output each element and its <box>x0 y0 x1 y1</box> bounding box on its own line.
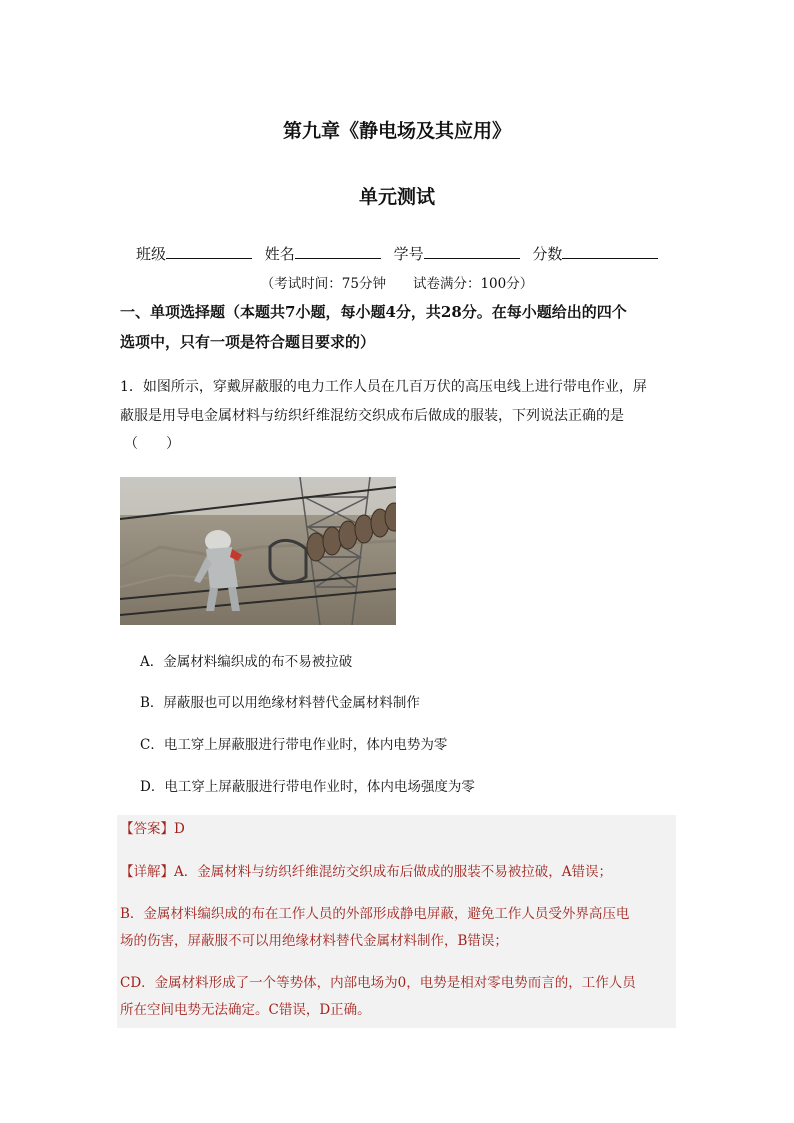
score-blank[interactable] <box>562 244 658 259</box>
option-c: C．电工穿上屏蔽服进行带电作业时，体内电势为零 <box>140 737 448 753</box>
name-label: 姓名 <box>264 245 295 263</box>
section-heading-line2: 选项中，只有一项是符合题目要求的） <box>120 333 376 351</box>
answer-value: D <box>174 821 185 837</box>
option-d: D．电工穿上屏蔽服进行带电作业时，体内电场强度为零 <box>140 779 475 795</box>
student-info-row <box>136 243 666 264</box>
option-a: A．金属材料编织成的布不易被拉破 <box>140 654 353 670</box>
student-id-label: 学号 <box>393 245 424 263</box>
detail-label: 【详解】 <box>120 864 174 880</box>
question-1-line2: 蔽服是用导电金属材料与纺织纤维混纺交织成布后做成的服装，下列说法正确的是 <box>120 408 624 424</box>
detail-cd-line1: CD．金属材料形成了一个等势体，内部电场为0，电势是相对零电势而言的，工作人员 <box>120 975 636 991</box>
answer-label: 【答案】 <box>120 821 174 837</box>
answer-line <box>120 817 676 837</box>
detail-b-line1: B．金属材料编织成的布在工作人员的外部形成静电屏蔽，避免工作人员受外界高压电 <box>120 906 630 922</box>
detail-line-a <box>120 860 676 880</box>
section-heading-line1: 一、单项选择题（本题共7小题，每小题4分，共28分。在每小题给出的四个 <box>120 303 627 321</box>
question-1-answer-bracket: （ ） <box>124 436 180 452</box>
student-id-blank[interactable] <box>424 244 520 259</box>
class-label: 班级 <box>136 245 167 263</box>
option-b: B．屏蔽服也可以用绝缘材料替代金属材料制作 <box>140 695 420 711</box>
chapter-title: 第九章《静电场及其应用》 <box>282 120 511 142</box>
detail-a: A．金属材料与纺织纤维混纺交织成布后做成的服装不易被拉破，A错误； <box>174 864 612 880</box>
score-label: 分数 <box>532 245 563 263</box>
detail-cd-line2: 所在空间电势无法确定。C错误，D正确。 <box>120 1002 371 1018</box>
question-1-line1: 1．如图所示，穿戴屏蔽服的电力工作人员在几百万伏的高压电线上进行带电作业，屏 <box>120 379 647 395</box>
class-blank[interactable] <box>166 244 252 259</box>
lineman-photo <box>120 477 396 625</box>
detail-b-line2: 场的伤害，屏蔽服不可以用绝缘材料替代金属材料制作，B错误； <box>120 933 508 949</box>
exam-note: （考试时间：75分钟 试卷满分：100分） <box>260 276 534 292</box>
name-blank[interactable] <box>295 244 381 259</box>
subtitle: 单元测试 <box>358 186 435 208</box>
